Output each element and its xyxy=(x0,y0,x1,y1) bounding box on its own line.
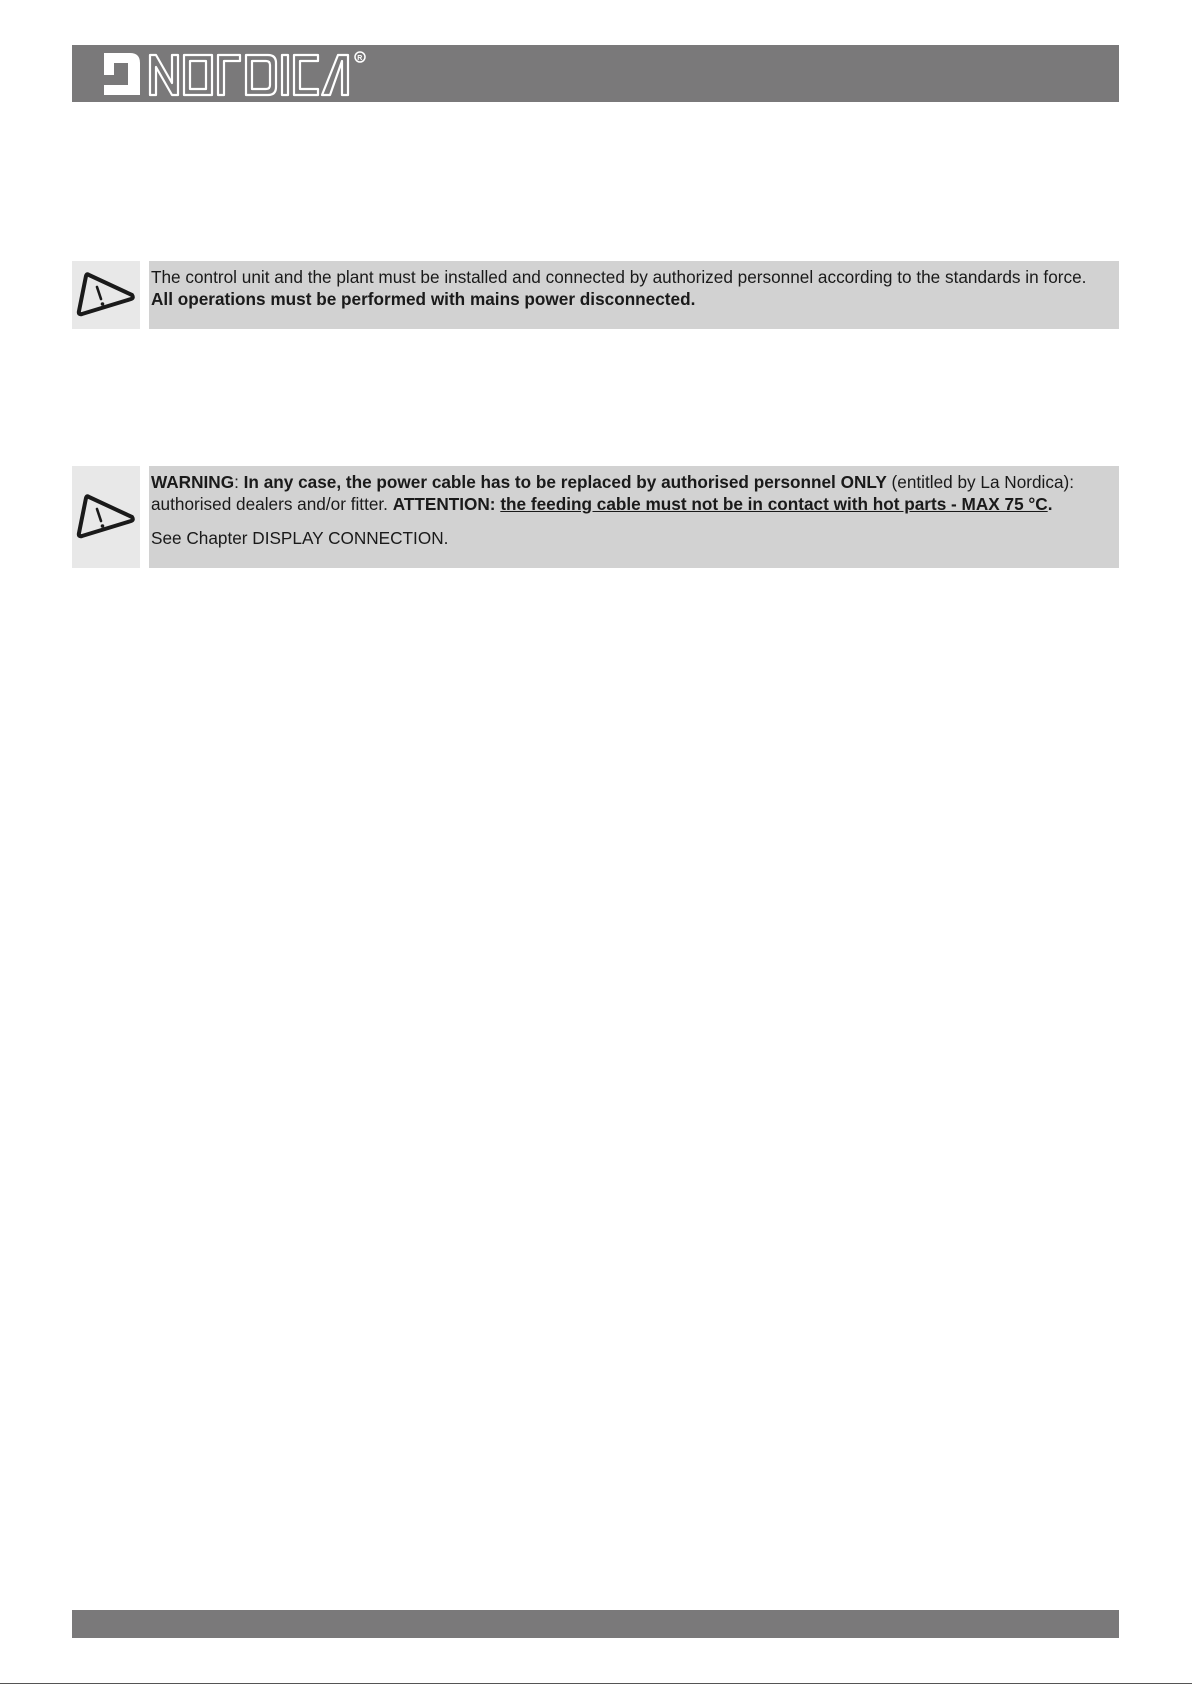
attention-text: the feeding cable must not be in contact with hot parts - MAX 75 °C xyxy=(500,494,1048,514)
attention-line: authorised dealers and/or fitter. ATTENTION: the feeding cable must not be in contact with hot parts - MAX 75 °C. xyxy=(151,494,1053,514)
attention-label: ATTENTION: xyxy=(392,494,501,514)
notice-power-cable-warning xyxy=(72,466,1119,568)
svg-text:R: R xyxy=(357,55,363,62)
notice-line: The control unit and the plant must be installed and connected by authorized personnel according to the standards in force. xyxy=(151,267,1087,287)
see-chapter-reference: See Chapter DISPLAY CONNECTION. xyxy=(151,528,449,548)
header-bar xyxy=(72,45,1119,102)
notice-authorized-installation xyxy=(72,261,1119,329)
warning-label: WARNING xyxy=(151,472,235,492)
page-bottom-divider xyxy=(0,1683,1192,1684)
notice-text xyxy=(149,261,1119,329)
warning-triangle-icon xyxy=(75,269,137,321)
warning-line: WARNING: In any case, the power cable has to be replaced by authorised personnel ONLY (entitled by La Nordica): xyxy=(151,472,1075,492)
warning-triangle-icon xyxy=(75,491,137,543)
footer-bar xyxy=(72,1610,1119,1638)
notice-text xyxy=(149,466,1119,568)
warning-icon-box xyxy=(72,261,140,329)
warning-icon-box xyxy=(72,466,140,568)
notice-line-bold: All operations must be performed with mains power disconnected. xyxy=(151,289,696,309)
warning-bold-text: In any case, the power cable has to be replaced by authorised personnel ONLY xyxy=(243,472,887,492)
la-nordica-logo-icon xyxy=(100,47,370,101)
